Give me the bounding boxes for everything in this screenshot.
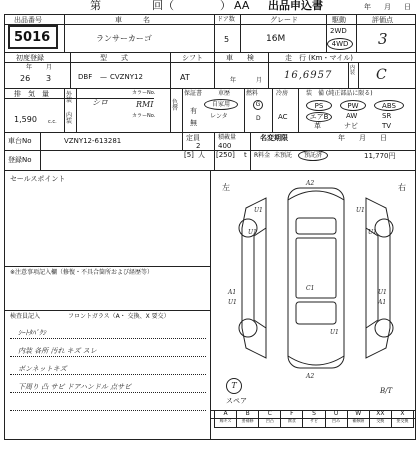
warranty-no: 無 bbox=[190, 119, 197, 127]
damage-mark-rear-bumper: A2 bbox=[306, 373, 315, 380]
equip-aw: AW bbox=[346, 112, 358, 120]
equip-ps-circled: PS bbox=[306, 100, 332, 111]
recycle-deposited-circled: 預託済 bbox=[298, 150, 328, 161]
capacity-unit: 人 bbox=[198, 151, 205, 159]
damage-mark-front: A2 bbox=[306, 180, 315, 187]
score-value: 3 bbox=[378, 30, 388, 48]
recycle-label: R料金 bbox=[254, 152, 271, 159]
sales-point-label: セールスポイント bbox=[10, 175, 66, 183]
inspector-note-4: 下周り 凸 サビ ドアハンドル 点サビ bbox=[18, 383, 132, 391]
fuel-d: D bbox=[256, 115, 261, 122]
first-reg-year-label: 年 bbox=[26, 64, 33, 71]
shift-value: AT bbox=[180, 73, 190, 82]
load-label: 積載量 bbox=[218, 134, 237, 141]
drive-label: 駆動 bbox=[332, 16, 346, 24]
repaint-label: 色替 bbox=[172, 99, 179, 112]
model-type-label: 型 式 bbox=[100, 54, 128, 62]
recycle-amount: 11,770円 bbox=[364, 152, 396, 160]
damage-mark-right-door: U1 bbox=[368, 229, 377, 236]
color-no2-label: カラーNo. bbox=[132, 113, 156, 119]
inspector-note-1: ｼｰﾄﾀﾊﾞｸｼ bbox=[18, 329, 46, 337]
drive-4wd-circled: 4WD bbox=[327, 38, 353, 50]
date-day: 日 bbox=[404, 3, 411, 11]
equip-navi: ナビ bbox=[344, 122, 358, 130]
load-value: 400 bbox=[218, 142, 232, 150]
legend-desc: 交換 bbox=[376, 418, 385, 423]
equip-leather: 革 bbox=[314, 122, 321, 130]
legend-code: X bbox=[400, 410, 405, 417]
capacity-alt: [5] bbox=[184, 151, 194, 159]
shift-label: シフト bbox=[182, 54, 203, 62]
title-aa: AA bbox=[234, 0, 250, 12]
equip-pw-circled: PW bbox=[340, 100, 366, 111]
recycle-undeposited: 未預託 bbox=[274, 152, 293, 159]
equip-sr: SR bbox=[382, 112, 392, 120]
damage-mark-rear: U1 bbox=[330, 329, 339, 336]
model-type-prefix: DBF bbox=[78, 73, 93, 81]
damage-mark-left-door: U1 bbox=[248, 229, 257, 236]
fuel-g-circled: G bbox=[253, 100, 263, 110]
legend-code: W bbox=[355, 410, 362, 417]
spare-label: スペア bbox=[226, 397, 247, 405]
grade-label: グレード bbox=[270, 16, 298, 24]
exterior-label: 外装 bbox=[66, 91, 73, 104]
equip-abs-circled: ABS bbox=[374, 100, 404, 111]
legend-desc: 腐食 bbox=[287, 418, 296, 423]
grade-value: 16M bbox=[266, 34, 286, 44]
legend-code: S bbox=[312, 410, 316, 417]
spare-tire-mark: T bbox=[226, 378, 242, 394]
displacement-label: 排 気 量 bbox=[14, 90, 49, 98]
first-reg-month: 3 bbox=[46, 74, 52, 83]
title-paren: ） bbox=[220, 0, 231, 12]
damage-mark-bt: B/T bbox=[380, 387, 393, 395]
chassis-label: 車台No bbox=[8, 137, 32, 145]
damage-mark-left-side-2: U1 bbox=[228, 299, 237, 306]
legend-desc: 線キズ bbox=[219, 418, 232, 423]
doors-value: 5 bbox=[224, 35, 230, 44]
damage-mark-roof: C1 bbox=[306, 285, 315, 292]
history-label: 車歴 bbox=[218, 90, 231, 97]
damage-legend bbox=[214, 410, 414, 428]
title-session: 回（ bbox=[152, 0, 174, 12]
legend-desc: 要補修 bbox=[241, 418, 254, 423]
car-name: ランサーカーゴ bbox=[96, 34, 152, 43]
equip-airbag-circled: エアB bbox=[306, 112, 332, 122]
warranty-yes: 有 bbox=[190, 107, 197, 115]
name-change-date: 年 月 日 bbox=[338, 134, 387, 142]
ac-value: AC bbox=[278, 113, 288, 121]
doors-label: ドア数 bbox=[217, 16, 235, 23]
form-title: 出品申込書 bbox=[268, 0, 323, 12]
name-change-label: 名変期限 bbox=[260, 134, 288, 142]
capacity-value: 2 bbox=[196, 142, 201, 150]
equipment-label: 装 備 (純正部品に限る) bbox=[306, 90, 373, 97]
score-label: 評価点 bbox=[372, 16, 393, 24]
inspection-label: 車 検 bbox=[226, 54, 254, 62]
interior-color-label: 内装 bbox=[66, 112, 73, 125]
lot-number-label: 出品番号 bbox=[14, 16, 42, 24]
chassis-number: VZNY12-613281 bbox=[64, 137, 122, 145]
date-month: 月 bbox=[384, 3, 391, 11]
legend-desc: 凹凸 bbox=[265, 418, 274, 423]
load-alt: [250] bbox=[216, 151, 235, 159]
legend-code: F bbox=[290, 410, 294, 417]
first-reg-year: 26 bbox=[20, 74, 31, 83]
legend-desc: 凹み bbox=[332, 418, 341, 423]
equip-tv: TV bbox=[382, 122, 392, 130]
inspection-year: 年 bbox=[230, 77, 237, 84]
legend-code: XX bbox=[376, 410, 385, 417]
damage-mark-left-front: U1 bbox=[254, 207, 263, 214]
color-no-label: カラーNo. bbox=[132, 90, 156, 96]
inspector-note-2: 内装 各所 汚れ キズ スレ bbox=[18, 347, 97, 355]
legend-code: B bbox=[245, 410, 250, 417]
mileage-label: 走 行 (Km・マイル) bbox=[285, 54, 353, 62]
damage-mark-left-side: A1 bbox=[228, 289, 237, 296]
inspector-label: 検査員記入 bbox=[10, 313, 41, 320]
legend-code: U bbox=[333, 410, 339, 417]
lot-number: 5016 bbox=[14, 30, 51, 45]
damage-mark-right-side-2: A1 bbox=[378, 299, 387, 306]
interior-grade: C bbox=[376, 67, 387, 83]
inspection-month: 月 bbox=[256, 77, 263, 84]
notes-label: ※注意事項記入欄（修復・不具合箇所および経歴等） bbox=[10, 269, 154, 276]
history-private-circled: 自家用 bbox=[204, 99, 238, 110]
fuel-label: 燃料 bbox=[246, 90, 259, 97]
drive-2wd: 2WD bbox=[330, 27, 347, 35]
ac-label: 冷房 bbox=[276, 90, 289, 97]
body-color: シロ bbox=[92, 98, 108, 107]
capacity-label: 定員 bbox=[186, 134, 200, 142]
displacement-value: 1,590 bbox=[14, 115, 37, 124]
color-no: RMI bbox=[136, 100, 154, 109]
first-reg-label: 初度登録 bbox=[16, 54, 44, 62]
model-type: CVZNY12 bbox=[110, 73, 143, 81]
mileage-value: 16,6957 bbox=[284, 70, 333, 81]
diagram-left-label: 左 bbox=[222, 183, 230, 192]
history-rental: レンタ bbox=[210, 113, 228, 120]
damage-mark-right-side: U1 bbox=[378, 289, 387, 296]
damage-mark-right-front: U1 bbox=[356, 207, 365, 214]
car-diagram bbox=[226, 178, 406, 378]
warranty-label: 保証書 bbox=[184, 90, 203, 97]
legend-code: A bbox=[223, 410, 228, 417]
legend-desc: 補修跡 bbox=[352, 418, 365, 423]
legend-desc: 要交換 bbox=[396, 418, 409, 423]
windshield-label: フロントガラス（A・ 交換、X 要交） bbox=[68, 313, 170, 320]
title-prefix: 第 bbox=[90, 0, 101, 12]
registration-label: 登録No bbox=[8, 156, 32, 164]
legend-code: C bbox=[267, 410, 272, 417]
interior-label: 内装 bbox=[350, 65, 356, 76]
inspector-note-3: ボンネットキズ bbox=[18, 365, 67, 373]
diagram-right-label: 右 bbox=[398, 183, 406, 192]
date-year: 年 bbox=[364, 3, 371, 11]
displacement-unit: c.c. bbox=[48, 119, 57, 125]
load-unit: t bbox=[244, 151, 247, 159]
first-reg-month-label: 月 bbox=[46, 64, 53, 71]
legend-desc: サビ bbox=[309, 418, 318, 423]
car-name-label: 車 名 bbox=[115, 16, 150, 24]
